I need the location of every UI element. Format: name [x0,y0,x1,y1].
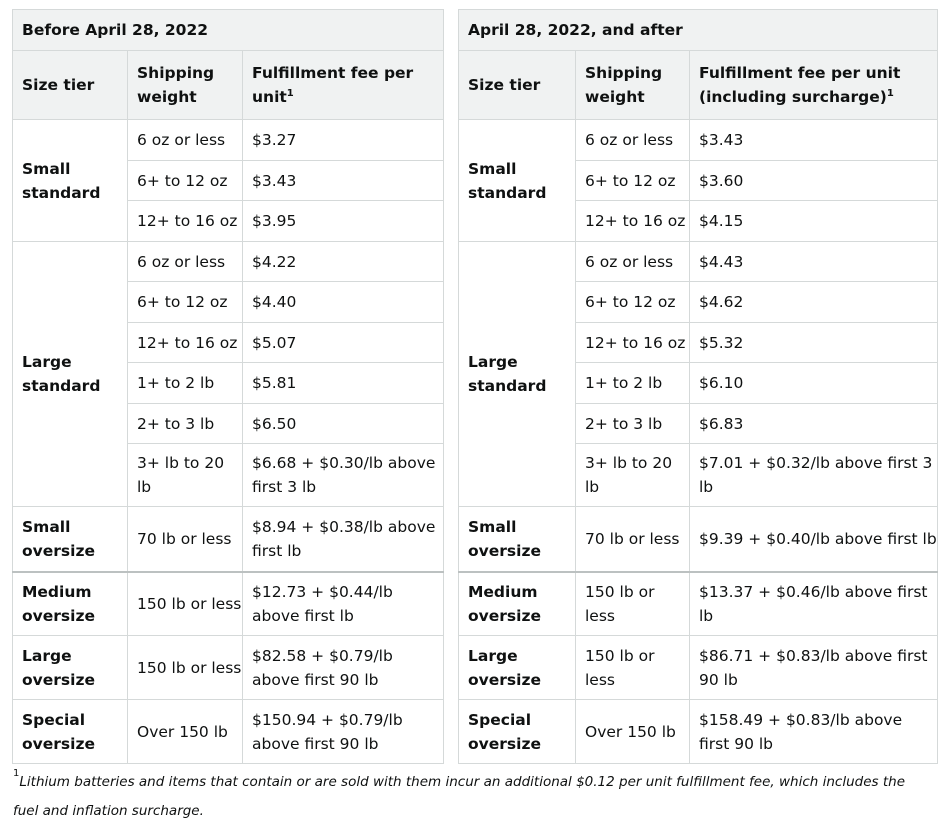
tier-special-oversize: Special oversize [459,700,576,764]
tier-small-standard: Small standard [459,120,576,242]
footnote-text: Lithium batteries and items that contain or are sold with them incur an additional $0.12 per unit fulfillment fee, which includes the fuel and inflation surcharge. [13,774,906,819]
weight-cell: 70 lb or less [128,507,243,572]
weight-cell: 12+ to 16 oz [576,323,690,363]
fee-cell: $5.81 [243,363,444,404]
weight-cell: 3+ lb to 20 lb [128,444,243,507]
weight-cell: 150 lb or less [576,572,690,636]
fee-cell: $3.95 [243,201,444,242]
weight-cell: 6+ to 12 oz [576,282,690,323]
fee-cell: $6.50 [243,404,444,444]
fee-cell: $5.32 [690,323,938,363]
fee-cell: $158.49 + $0.83/lb above first 90 lb [690,700,938,764]
fee-cell: $4.62 [690,282,938,323]
col-header-shipping-weight: Shipping weight [576,51,690,120]
fee-cell: $13.37 + $0.46/lb above first lb [690,572,938,636]
weight-cell: 6+ to 12 oz [128,161,243,201]
tier-small-oversize: Small oversize [459,507,576,572]
fee-cell: $9.39 + $0.40/lb above first lb [690,507,938,572]
tier-small-standard: Small standard [13,120,128,242]
fee-cell: $3.43 [690,120,938,161]
tier-special-oversize: Special oversize [13,700,128,764]
footnote-marker: 1 [13,768,20,779]
weight-cell: 1+ to 2 lb [576,363,690,404]
fee-cell: $4.43 [690,242,938,282]
tier-large-standard: Large standard [459,242,576,507]
weight-cell: 150 lb or less [576,636,690,700]
tier-small-oversize: Small oversize [13,507,128,572]
weight-cell: 6 oz or less [576,242,690,282]
fee-cell: $8.94 + $0.38/lb above first lb [243,507,444,572]
col-header-fee: Fulfillment fee per unit$^1$ [243,51,444,120]
weight-cell: 6 oz or less [128,120,243,161]
fee-cell: $150.94 + $0.79/lb above first 90 lb [243,700,444,764]
col-header-shipping-weight: Shipping weight [128,51,243,120]
fee-cell: $6.83 [690,404,938,444]
weight-cell: 150 lb or less [128,572,243,636]
table-title: Before April 28, 2022 [13,10,444,51]
fee-table-after [458,9,938,764]
weight-cell: 70 lb or less [576,507,690,572]
tier-medium-oversize: Medium oversize [459,572,576,636]
fee-cell: $86.71 + $0.83/lb above first 90 lb [690,636,938,700]
weight-cell: 2+ to 3 lb [576,404,690,444]
fee-table-before [12,9,444,764]
weight-cell: 12+ to 16 oz [576,201,690,242]
weight-cell: 6+ to 12 oz [576,161,690,201]
tier-medium-oversize: Medium oversize [13,572,128,636]
fee-cell: $6.68 + $0.30/lb above first 3 lb [243,444,444,507]
fee-cell: $3.27 [243,120,444,161]
weight-cell: 150 lb or less [128,636,243,700]
fee-cell: $3.60 [690,161,938,201]
weight-cell: 3+ lb to 20 lb [576,444,690,507]
table-title: April 28, 2022, and after [459,10,938,51]
weight-cell: Over 150 lb [128,700,243,764]
fee-cell: $4.40 [243,282,444,323]
footnote [13,768,933,826]
tier-large-oversize: Large oversize [459,636,576,700]
fee-cell: $3.43 [243,161,444,201]
weight-cell: 6 oz or less [576,120,690,161]
fee-cell: $12.73 + $0.44/lb above first lb [243,572,444,636]
weight-cell: 12+ to 16 oz [128,323,243,363]
col-header-size-tier: Size tier [459,51,576,120]
weight-cell: 6+ to 12 oz [128,282,243,323]
fee-cell: $4.22 [243,242,444,282]
weight-cell: 1+ to 2 lb [128,363,243,404]
tier-large-standard: Large standard [13,242,128,507]
weight-cell: Over 150 lb [576,700,690,764]
weight-cell: 12+ to 16 oz [128,201,243,242]
tier-large-oversize: Large oversize [13,636,128,700]
weight-cell: 6 oz or less [128,242,243,282]
weight-cell: 2+ to 3 lb [128,404,243,444]
col-header-size-tier: Size tier [13,51,128,120]
fee-cell: $4.15 [690,201,938,242]
fee-cell: $6.10 [690,363,938,404]
fee-cell: $5.07 [243,323,444,363]
fee-cell: $82.58 + $0.79/lb above first 90 lb [243,636,444,700]
fee-cell: $7.01 + $0.32/lb above first 3 lb [690,444,938,507]
col-header-fee: Fulfillment fee per unit (including surcharge)$^1$ [690,51,938,120]
